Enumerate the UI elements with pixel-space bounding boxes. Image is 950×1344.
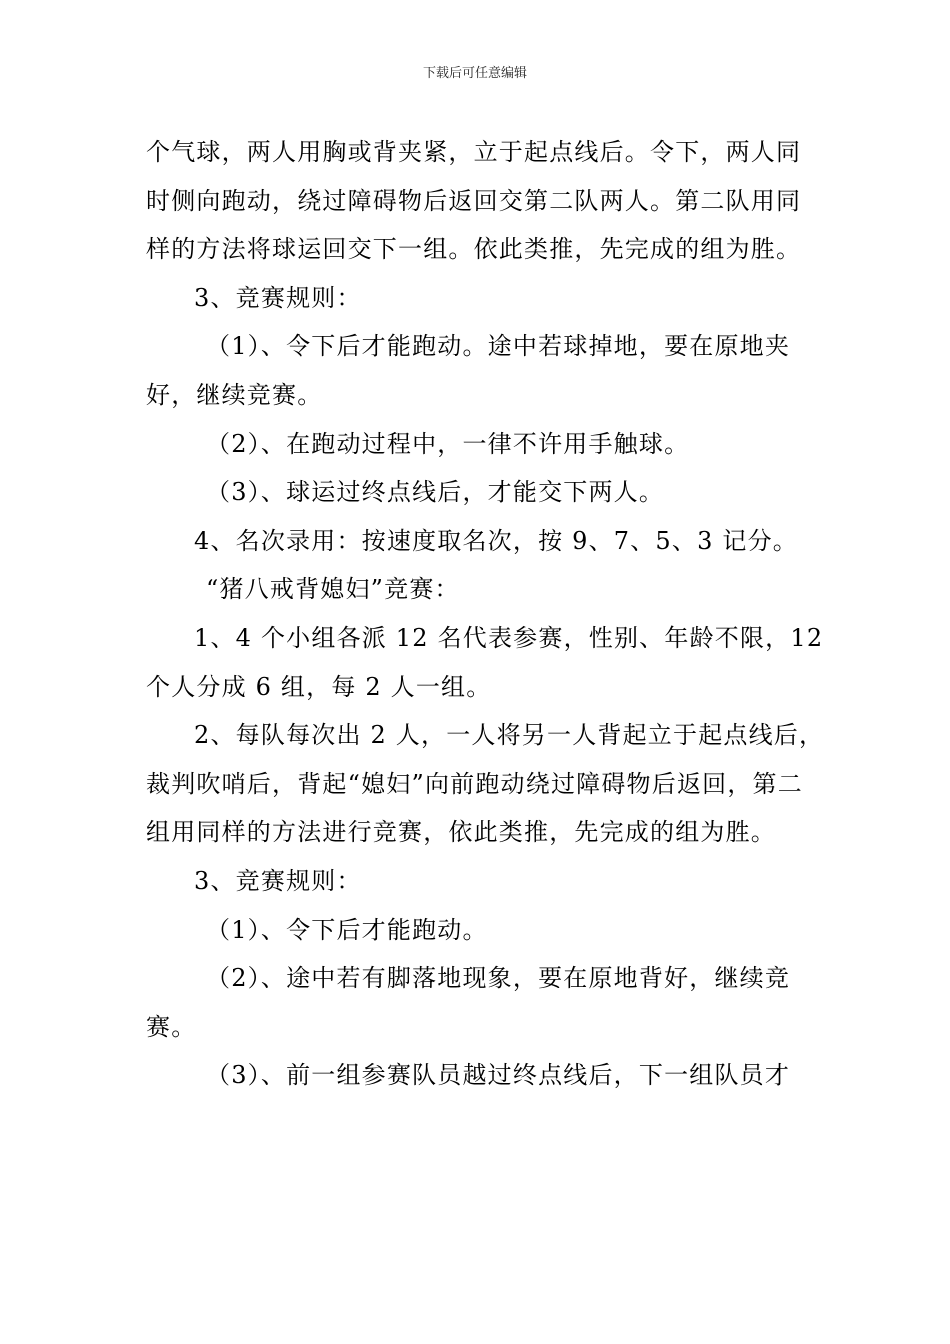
paragraph-rules-heading-1: 3、竞赛规则： <box>194 283 362 312</box>
paragraph-rule-2-2: （2）、途中若有脚落地现象，要在原地背好，继续竞赛。 <box>146 964 791 1041</box>
paragraph-rule-1-3: （3）、球运过终点线后，才能交下两人。 <box>206 478 665 507</box>
paragraph-rule-2-1: （1）、令下后才能跑动。 <box>206 915 488 944</box>
paragraph-rules-heading-2: 3、竞赛规则： <box>194 866 362 895</box>
paragraph-rule-2-3: （3）、前一组参赛队员越过终点线后，下一组队员才 <box>206 1061 791 1090</box>
paragraph-game-title: “猪八戒背媳妇”竞赛： <box>206 575 460 604</box>
paragraph-teams: 1、4 个小组各派 12 名代表参赛，性别、年龄不限，12 个人分成 6 组，每 2 人一组。 <box>146 623 824 701</box>
paragraph-rule-1-2: （2）、在跑动过程中，一律不许用手触球。 <box>206 429 690 458</box>
paragraph-ranking: 4、名次录用：按速度取名次，按 9、7、5、3 记分。 <box>194 526 799 555</box>
paragraph-method: 2、每队每次出 2 人，一人将另一人背起立于起点线后，裁判吹哨后，背起“媳妇”向前跑动绕过障碍物后返回，第二组用同样的方法进行竞赛，依此类推，先完成的组为胜。 <box>146 721 825 847</box>
paragraph-balloon-method: 个气球，两人用胸或背夹紧，立于起点线后。令下，两人同时侧向跑动，绕过障碍物后返回交第二队两人。第二队用同样的方法将球运回交下一组。依此类推，先完成的组为胜。 <box>146 138 802 264</box>
paragraph-rule-1-1: （1）、令下后才能跑动。途中若球掉地，要在原地夹好，继续竞赛。 <box>146 332 791 409</box>
document-body <box>146 128 826 1100</box>
page-header: 下载后可任意编辑 <box>422 66 527 81</box>
